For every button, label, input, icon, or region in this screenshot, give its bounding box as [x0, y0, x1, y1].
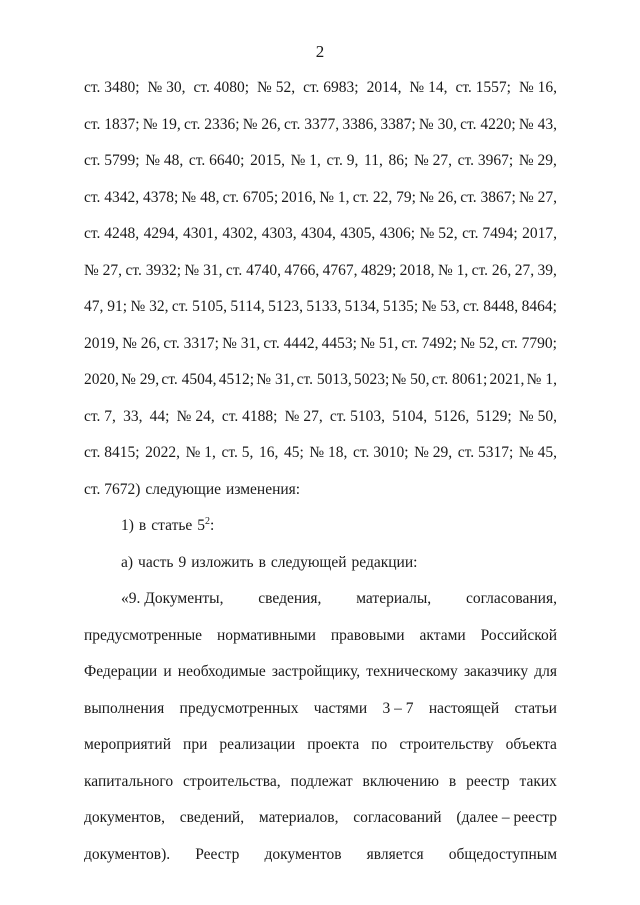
- word: следующей: [270, 553, 347, 571]
- word: по: [371, 736, 388, 753]
- word: № 27,: [413, 152, 452, 169]
- word: проекта: [307, 736, 360, 753]
- text-line: [84, 223, 557, 260]
- word: ст. 22, 79;: [352, 188, 416, 206]
- word: изложить: [191, 553, 254, 571]
- article-number-base: 5: [197, 517, 206, 534]
- article-number-colon: :: [210, 517, 215, 534]
- word: № 1,: [319, 188, 350, 206]
- word: общедоступным: [448, 845, 557, 863]
- word: 4766,: [284, 261, 320, 279]
- word: документов: [264, 845, 342, 863]
- word: ст. 4740,: [225, 261, 281, 279]
- word: ст. 3967;: [457, 152, 514, 169]
- text-line: [84, 771, 557, 808]
- word: 4294,: [143, 225, 179, 242]
- word: 4304,: [301, 225, 336, 242]
- word: № 32,: [130, 298, 169, 315]
- word: статье: [151, 517, 193, 534]
- word: 5023;: [353, 371, 390, 388]
- text-line: [84, 807, 557, 844]
- text-line: [84, 844, 557, 881]
- word: № 31,: [256, 371, 295, 388]
- word: 39,: [537, 261, 557, 279]
- word: № 19,: [142, 115, 181, 133]
- word: № 52,: [419, 225, 458, 242]
- word: актами: [419, 626, 466, 644]
- word: в: [258, 553, 266, 571]
- word: № 24,: [176, 407, 215, 425]
- page-number: 2: [315, 42, 325, 61]
- word: № 1,: [290, 152, 321, 169]
- word: № 31,: [184, 261, 223, 279]
- word: 3386,: [342, 115, 378, 133]
- word: 3387;: [380, 115, 416, 133]
- text-line: [84, 479, 557, 516]
- word: № 45,: [518, 444, 557, 461]
- word: 2017,: [522, 225, 557, 242]
- word: 1): [121, 517, 134, 534]
- word: реализации: [219, 736, 296, 753]
- word: 5129;: [476, 407, 512, 425]
- word: № 29,: [414, 444, 453, 461]
- word: 4301,: [182, 225, 218, 242]
- word: ст. 4188;: [221, 407, 278, 425]
- text-line: [84, 734, 557, 771]
- word: № 14,: [409, 79, 448, 96]
- word: 5123,: [268, 298, 303, 315]
- word: ст. 4504,: [161, 371, 217, 388]
- word: 4302,: [222, 225, 258, 242]
- word: Федерации: [84, 663, 158, 680]
- word: № 48,: [145, 152, 184, 169]
- word: 4453;: [321, 334, 357, 352]
- word: 45;: [283, 444, 304, 461]
- word: 2020,: [84, 371, 119, 388]
- text-line: [84, 296, 557, 333]
- text-line: [84, 552, 557, 589]
- text-line: [84, 114, 557, 151]
- word: ст. 4080;: [193, 79, 250, 96]
- word: капитального: [84, 772, 174, 790]
- word: в: [448, 772, 457, 790]
- text-line: [84, 661, 557, 698]
- word: изменения:: [226, 480, 301, 498]
- word: 9: [178, 553, 187, 571]
- word: Российской: [480, 626, 557, 644]
- word: нормативными: [217, 626, 316, 644]
- word: мероприятий: [84, 736, 172, 753]
- word: ст. 1837;: [84, 115, 140, 133]
- word: № 16,: [518, 79, 557, 96]
- word: № 43,: [518, 115, 557, 133]
- word: ст. 4220;: [460, 115, 516, 133]
- word: ст. 5,: [221, 444, 254, 461]
- word: строительства,: [183, 772, 281, 790]
- word: таких: [519, 772, 557, 790]
- word: частями: [313, 699, 368, 717]
- word: ст. 3932;: [125, 261, 181, 279]
- word: 44;: [149, 407, 170, 425]
- article-number-superscript: 2: [205, 516, 211, 527]
- word: № 26,: [419, 188, 458, 206]
- word: № 26,: [242, 115, 281, 133]
- word: № 1,: [437, 261, 469, 279]
- word: 47, 91;: [84, 298, 128, 315]
- word: ст. 8061;: [431, 371, 488, 388]
- word: 5104,: [392, 407, 428, 425]
- word: ст. 7494;: [462, 225, 518, 242]
- text-line: [84, 588, 557, 625]
- word: статьи: [514, 699, 557, 717]
- word: ст. 7492;: [401, 334, 457, 352]
- word: № 53,: [421, 298, 460, 315]
- word: техническому: [366, 663, 458, 680]
- word: ст. 7672): [84, 480, 141, 498]
- word: 5135;: [382, 298, 419, 315]
- word: 4767,: [322, 261, 358, 279]
- word: документов,: [84, 809, 165, 826]
- word: 4303,: [261, 225, 297, 242]
- word: 33,: [123, 407, 143, 425]
- word: № 1,: [185, 444, 216, 461]
- word: и: [163, 663, 172, 680]
- text-line: [84, 333, 557, 370]
- word: ст. 5103,: [329, 407, 386, 425]
- word: № 27,: [84, 261, 123, 279]
- text-line: [84, 698, 557, 735]
- word: № 52,: [257, 79, 296, 96]
- word: согласования,: [465, 590, 557, 607]
- word: 2014,: [366, 79, 402, 96]
- word: 86;: [388, 152, 409, 169]
- word: (далее – реестр: [456, 809, 557, 826]
- word: необходимые: [177, 663, 266, 680]
- word: № 27,: [518, 188, 557, 206]
- text-line: [84, 625, 557, 662]
- word: ст. 4442,: [263, 334, 319, 352]
- word: подлежат: [290, 772, 353, 790]
- word: сведений,: [179, 809, 245, 826]
- word: 2022,: [145, 444, 181, 461]
- word: согласований: [353, 809, 442, 826]
- word: ст. 6983;: [303, 79, 359, 96]
- word: ст. 8415;: [84, 444, 140, 461]
- word: ст. 7,: [84, 407, 116, 425]
- word: № 31,: [222, 334, 261, 352]
- word: реестр: [466, 772, 510, 790]
- word: часть: [138, 553, 174, 571]
- word: заказчику: [463, 663, 529, 680]
- word: 5114,: [230, 298, 265, 315]
- word: № 1,: [526, 371, 557, 388]
- word: 27,: [514, 261, 535, 279]
- word: включению: [362, 772, 439, 790]
- word: 16,: [258, 444, 279, 461]
- word: ст. 8448,: [463, 298, 519, 315]
- text-line: [84, 406, 557, 443]
- text-line: [84, 515, 557, 552]
- word: ст. 3480;: [84, 79, 140, 96]
- word: застройщику,: [271, 663, 361, 680]
- word: ст. 5105,: [171, 298, 228, 315]
- word: ст. 3377,: [284, 115, 340, 133]
- text-line: [84, 187, 557, 224]
- word: ст. 9,: [326, 152, 359, 169]
- word: в: [138, 517, 147, 534]
- word: № 29,: [518, 152, 557, 169]
- word: «9. Документы,: [121, 590, 224, 607]
- word: № 29,: [121, 371, 160, 388]
- word: следующие: [145, 480, 222, 498]
- text-line: [84, 260, 557, 297]
- word: ст. 3010;: [352, 444, 409, 461]
- body-text: [84, 77, 557, 880]
- word: ст. 2336;: [184, 115, 240, 133]
- word: 5134,: [344, 298, 380, 315]
- word: № 26,: [122, 334, 161, 352]
- word: Реестр: [195, 845, 240, 863]
- word: 4306;: [379, 225, 416, 242]
- word: 2015,: [250, 152, 285, 169]
- word: ст. 5317;: [457, 444, 514, 461]
- word: документов).: [84, 845, 171, 863]
- word: № 30,: [418, 115, 457, 133]
- word: ст. 6640;: [188, 152, 245, 169]
- word: № 52,: [460, 334, 499, 352]
- word: 8464;: [521, 298, 557, 315]
- word: № 30,: [147, 79, 186, 96]
- article-number: [197, 515, 214, 537]
- word: 2018,: [399, 261, 435, 279]
- word: объекта: [505, 736, 557, 753]
- word: № 18,: [309, 444, 348, 461]
- text-line: [84, 442, 557, 479]
- word: 4305,: [340, 225, 376, 242]
- word: ст. 6705;: [222, 188, 279, 206]
- word: ст. 4342, 4378;: [84, 188, 179, 206]
- word: материалов,: [258, 809, 339, 826]
- word: № 51,: [360, 334, 399, 352]
- word: 2021,: [489, 371, 525, 388]
- word: 5133,: [306, 298, 342, 315]
- word: предусмотренных: [179, 699, 299, 717]
- word: ст. 1557;: [455, 79, 511, 96]
- word: для: [534, 663, 557, 680]
- word: ст. 5799;: [84, 152, 140, 169]
- word: 4829;: [360, 261, 397, 279]
- word: 3 – 7: [382, 699, 414, 717]
- word: 2016,: [281, 188, 317, 206]
- word: № 50,: [391, 371, 430, 388]
- text-line: [84, 77, 557, 114]
- text-line: [84, 369, 557, 406]
- word: ст. 5013,: [296, 371, 352, 388]
- word: № 50,: [518, 407, 557, 425]
- word: строительству: [399, 736, 494, 753]
- word: настоящей: [428, 699, 500, 717]
- word: 4512;: [218, 371, 255, 388]
- word: предусмотренные: [84, 626, 203, 644]
- word: ст. 3317;: [163, 334, 219, 352]
- word: выполнения: [84, 699, 165, 717]
- word: ст. 4248,: [84, 225, 140, 242]
- word: редакции:: [351, 553, 418, 571]
- word: при: [183, 736, 208, 753]
- word: 11,: [364, 152, 383, 169]
- word: № 48,: [181, 188, 220, 206]
- word: ст. 3867;: [460, 188, 516, 206]
- word: а): [121, 553, 134, 571]
- word: № 27,: [284, 407, 323, 425]
- word: 2019,: [84, 334, 119, 352]
- word: сведения,: [258, 590, 322, 607]
- word: ст. 7790;: [501, 334, 557, 352]
- word: правовыми: [330, 626, 405, 644]
- text-line: [84, 150, 557, 187]
- word: ст. 26,: [471, 261, 512, 279]
- word: является: [366, 845, 424, 863]
- word: материалы,: [356, 590, 432, 607]
- word: 5126,: [434, 407, 470, 425]
